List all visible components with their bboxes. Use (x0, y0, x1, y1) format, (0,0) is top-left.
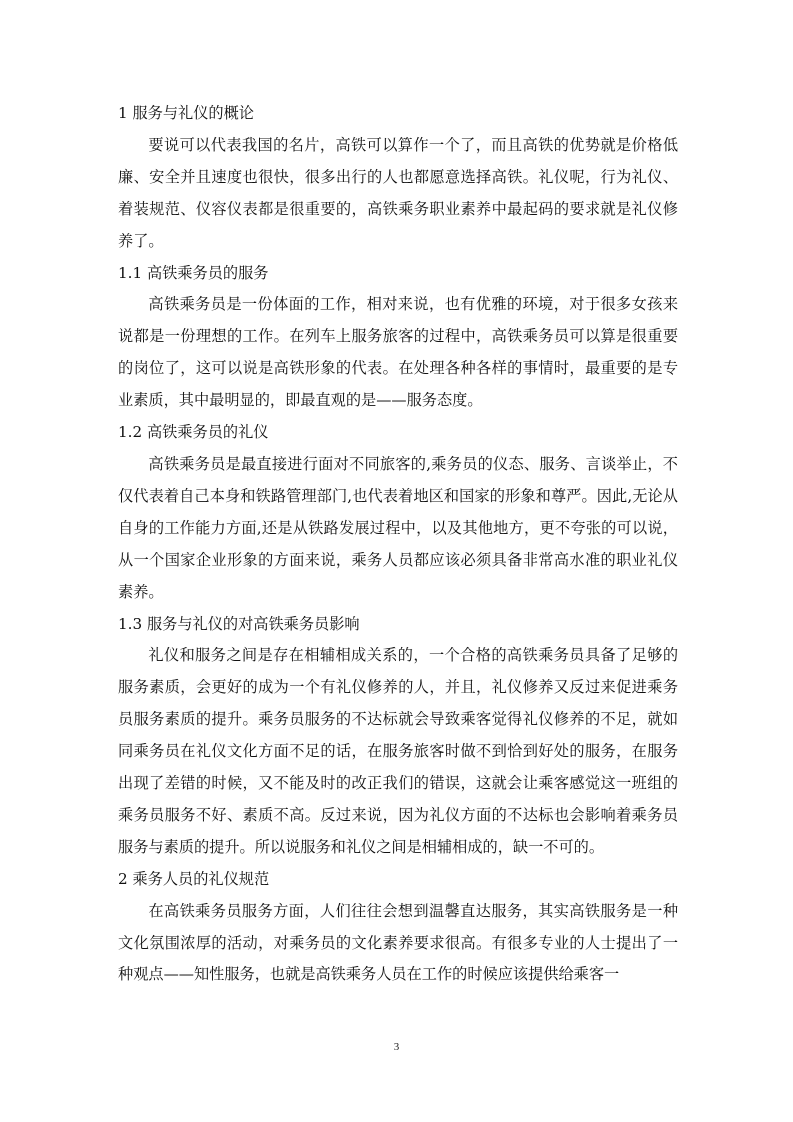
section-1-3 (118, 609, 678, 864)
section-1 (118, 98, 678, 258)
section-heading: 1.2 高铁乘务员的礼仪 (118, 423, 269, 442)
body-paragraph: 高铁乘务员是最直接进行面对不同旅客的,乘务员的仪态、服务、言谈举止，不仅代表着自己本身和铁路管理部门,也代表着地区和国家的形象和尊严。因此,无论从自身的工作能力方面,还是从铁路发展过程中，以及其他地方，更不夸张的可以说，从一个国家企业形象的方面来说，乘务人员都应该必须具备非常高水准的职业礼仪素养。 (118, 454, 678, 601)
section-heading: 2 乘务人员的礼仪规范 (118, 869, 270, 888)
body-paragraph: 要说可以代表我国的名片，高铁可以算作一个了，而且高铁的优势就是价格低廉、安全并且速度也很快，很多出行的人也都愿意选择高铁。礼仪呢，行为礼仪、着装规范、仪容仪表都是很重要的，高铁乘务职业素养中最起码的要求就是礼仪修养了。 (118, 135, 678, 250)
page-number: 3 (393, 1041, 400, 1053)
body-paragraph: 在高铁乘务员服务方面，人们往往会想到温馨直达服务，其实高铁服务是一种文化氛围浓厚的活动，对乘务员的文化素养要求很高。有很多专业的人士提出了一种观点——知性服务，也就是高铁乘务人员在工作的时候应该提供给乘客一 (118, 901, 678, 984)
section-1-2 (118, 417, 678, 608)
page-body (118, 98, 678, 991)
section-heading: 1.3 服务与礼仪的对高铁乘务员影响 (118, 614, 360, 633)
section-2 (118, 864, 678, 992)
section-heading: 1.1 高铁乘务员的服务 (118, 263, 269, 282)
body-paragraph: 礼仪和服务之间是存在相辅相成关系的，一个合格的高铁乘务员具备了足够的服务素质，会更好的成为一个有礼仪修养的人，并且，礼仪修养又反过来促进乘务员服务素质的提升。乘务员服务的不达标就会导致乘客觉得礼仪修养的不足，就如同乘务员在礼仪文化方面不足的话，在服务旅客时做不到恰到好处的服务，在服务出现了差错的时候，又不能及时的改正我们的错误，这就会让乘客感觉这一班组的乘务员服务不好、素质不高。反过来说，因为礼仪方面的不达标也会影响着乘务员服务与素质的提升。所以说服务和礼仪之间是相辅相成的，缺一不可的。 (118, 646, 678, 856)
section-1-1 (118, 258, 678, 418)
section-heading: 1 服务与礼仪的概论 (118, 104, 254, 122)
body-paragraph: 高铁乘务员是一份体面的工作，相对来说，也有优雅的环境，对于很多女孩来说都是一份理想的工作。在列车上服务旅客的过程中，高铁乘务员可以算是很重要的岗位了，这可以说是高铁形象的代表。在处理各种各样的事情时，最重要的是专业素质，其中最明显的，即最直观的是——服务态度。 (118, 295, 678, 410)
